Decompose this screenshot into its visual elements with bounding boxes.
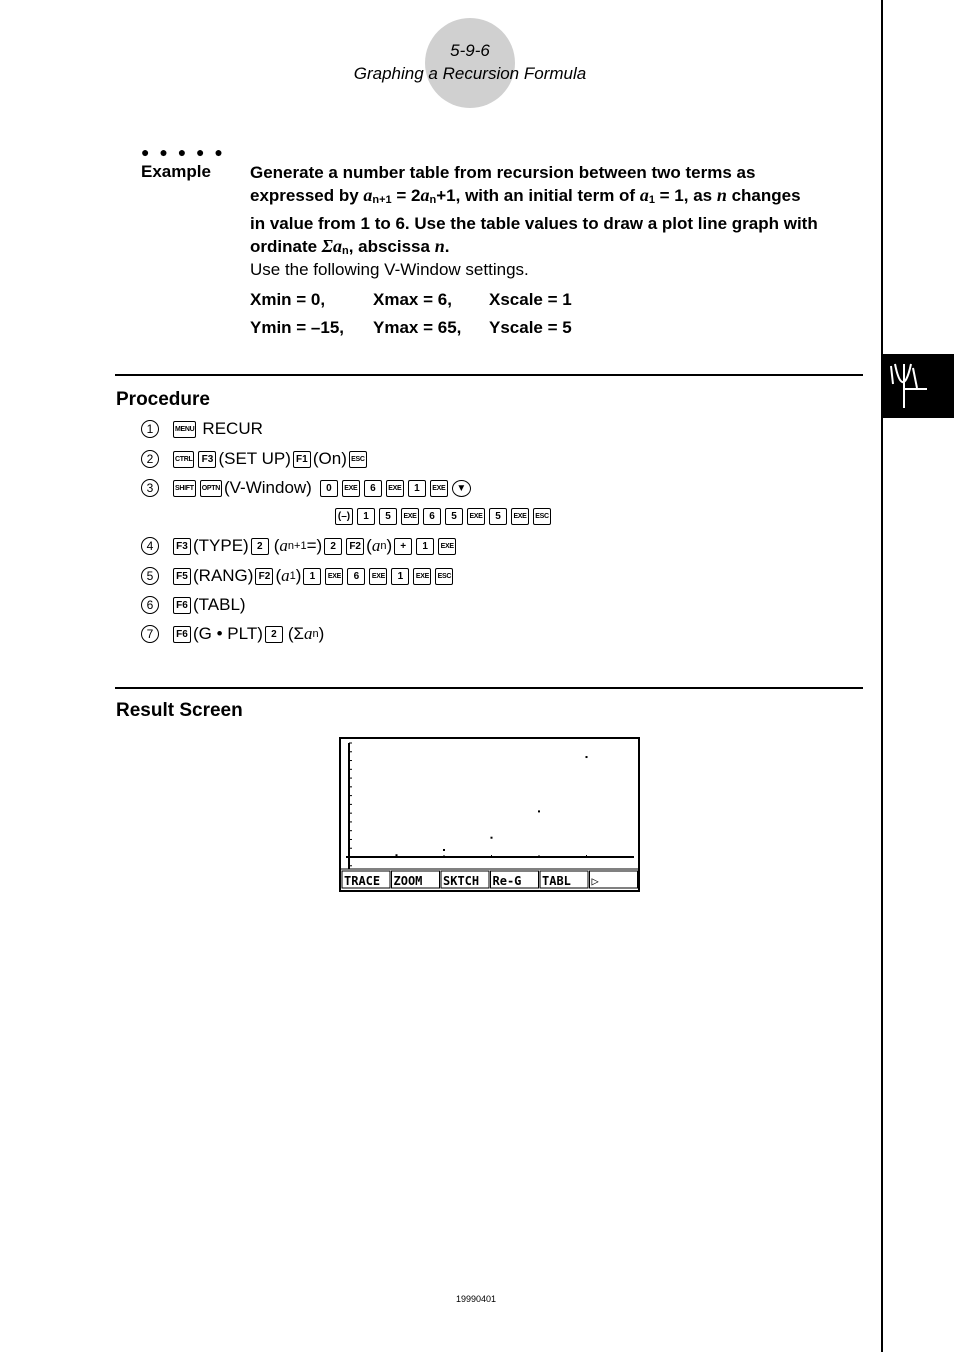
example-line-2 — [250, 184, 862, 212]
subscript: n — [380, 540, 387, 552]
text: changes — [726, 186, 801, 205]
exe-key: EXE — [438, 538, 456, 555]
text: = 1, as — [654, 186, 717, 205]
subscript: n — [429, 194, 437, 206]
key-1: 1 — [303, 568, 321, 585]
negative-key: (–) — [335, 508, 353, 525]
exe-key: EXE — [413, 568, 431, 585]
key-5: 5 — [489, 508, 507, 525]
plot-graph — [341, 739, 638, 890]
f6-key: F6 — [173, 597, 191, 614]
exe-key: EXE — [511, 508, 529, 525]
key-6: 6 — [423, 508, 441, 525]
step-text: (V-Window) — [223, 478, 312, 497]
step-3-continued — [333, 508, 553, 525]
math-a: a — [371, 536, 381, 555]
menu-item-label: ZOOM — [393, 874, 423, 888]
key-5: 5 — [379, 508, 397, 525]
step-text: (RANG) — [193, 566, 254, 585]
step-text: (On) — [312, 449, 347, 468]
footer-code: 19990401 — [455, 1294, 497, 1304]
key-1: 1 — [357, 508, 375, 525]
shift-key: SHIFT — [173, 480, 196, 497]
step-text: =) — [306, 536, 323, 555]
step-number: 6 — [141, 596, 159, 614]
subscript: 1 — [648, 194, 655, 206]
result-title: Result Screen — [116, 700, 243, 721]
esc-key: ESC — [533, 508, 551, 525]
step-number: 2 — [141, 450, 159, 468]
step-2 — [141, 449, 369, 469]
subscript: n+1 — [372, 194, 392, 206]
text: = 2 — [391, 186, 421, 205]
step-text: (Σ — [287, 624, 305, 643]
key-1: 1 — [391, 568, 409, 585]
example-text — [250, 161, 862, 263]
graph-chapter-icon — [883, 354, 954, 418]
example-marker: ● ● ● ● ● — [141, 144, 226, 160]
step-text: ( — [366, 536, 372, 555]
text: . — [444, 237, 450, 256]
step-5 — [141, 566, 455, 586]
page-edge-rule — [881, 0, 883, 1352]
exe-key: EXE — [325, 568, 343, 585]
step-number: 7 — [141, 625, 159, 643]
ymax: Ymax = 65, — [373, 318, 462, 337]
key-1: 1 — [416, 538, 434, 555]
step-number: 5 — [141, 567, 159, 585]
xmin: Xmin = 0, — [250, 290, 326, 309]
text: ordinate — [250, 237, 322, 256]
math-a: a — [281, 566, 290, 585]
key-6: 6 — [347, 568, 365, 585]
math-n: n — [434, 236, 445, 256]
menu-key: MENU — [173, 421, 196, 438]
data-point — [586, 756, 588, 758]
text: , abscissa — [348, 237, 435, 256]
data-point — [491, 837, 493, 839]
f2-key: F2 — [255, 568, 273, 585]
step-number: 3 — [141, 479, 159, 497]
data-point — [396, 854, 398, 856]
math-a: a — [639, 185, 649, 205]
example-line-4 — [250, 235, 862, 263]
subscript: n — [341, 245, 349, 257]
subscript: n — [312, 628, 319, 640]
f3-key: F3 — [198, 451, 216, 468]
step-text: (SET UP) — [218, 449, 291, 468]
step-1 — [141, 419, 263, 439]
step-text: ) — [295, 566, 302, 585]
data-point — [538, 810, 540, 812]
vwindow-intro: Use the following V-Window settings. — [250, 260, 529, 279]
exe-key: EXE — [369, 568, 387, 585]
procedure-title: Procedure — [116, 389, 210, 410]
chapter-tab — [883, 354, 954, 418]
data-point — [443, 849, 445, 851]
xscale: Xscale = 1 — [489, 290, 572, 309]
optn-key: OPTN — [200, 480, 222, 497]
step-7 — [141, 624, 324, 644]
step-text: (G • PLT) — [193, 624, 263, 643]
header-badge — [425, 18, 515, 108]
ctrl-key: CTRL — [173, 451, 194, 468]
math-a: a — [304, 624, 313, 643]
calculator-screen — [339, 737, 640, 892]
xmax: Xmax = 6, — [373, 290, 452, 309]
exe-key: EXE — [342, 480, 360, 497]
example-line-1: Generate a number table from recursion between two terms as — [250, 163, 756, 182]
esc-key: ESC — [349, 451, 367, 468]
math-a: a — [420, 185, 430, 205]
step-3 — [141, 478, 473, 498]
math-sum-a: Σa — [321, 236, 342, 256]
step-6 — [141, 595, 246, 615]
page-title: Graphing a Recursion Formula — [353, 64, 587, 83]
key-2: 2 — [251, 538, 269, 555]
step-number: 4 — [141, 537, 159, 555]
step-text: ( — [273, 536, 280, 555]
page-number: 5-9-6 — [450, 41, 490, 60]
subscript: 1 — [289, 570, 296, 582]
key-2: 2 — [324, 538, 342, 555]
exe-key: EXE — [386, 480, 404, 497]
f6-key: F6 — [173, 626, 191, 643]
menu-item-label: SKTCH — [443, 874, 480, 888]
f3-key: F3 — [173, 538, 191, 555]
divider — [115, 374, 863, 376]
example-line-3: in value from 1 to 6. Use the table values to draw a plot line graph with — [250, 214, 818, 233]
step-text: ( — [275, 566, 282, 585]
key-2: 2 — [265, 626, 283, 643]
step-text: (TABL) — [193, 595, 246, 614]
key-6: 6 — [364, 480, 382, 497]
exe-key: EXE — [467, 508, 485, 525]
example-label: Example — [141, 162, 211, 181]
divider — [115, 687, 863, 689]
step-text: RECUR — [202, 419, 263, 438]
key-0: 0 — [320, 480, 338, 497]
down-arrow-key: ▼ — [452, 480, 471, 497]
step-number: 1 — [141, 420, 159, 438]
menu-item-label: TRACE — [344, 874, 381, 888]
step-text: (TYPE) — [193, 536, 249, 555]
f2-key: F2 — [346, 538, 364, 555]
subscript: n+1 — [287, 540, 307, 552]
plus-key: + — [394, 538, 412, 555]
f5-key: F5 — [173, 568, 191, 585]
math-a: a — [279, 536, 288, 555]
exe-key: EXE — [430, 480, 448, 497]
step-4 — [141, 536, 458, 556]
yscale: Yscale = 5 — [489, 318, 572, 337]
ymin: Ymin = –15, — [250, 318, 345, 337]
step-text: ) — [386, 536, 393, 555]
key-1: 1 — [408, 480, 426, 497]
esc-key: ESC — [435, 568, 453, 585]
text: +1, with an initial term of — [436, 186, 640, 205]
menu-item-label: TABL — [542, 874, 571, 888]
math-a: a — [363, 185, 373, 205]
math-n: n — [716, 185, 727, 205]
text: expressed by — [250, 186, 364, 205]
f1-key: F1 — [293, 451, 311, 468]
menu-item-label: Re-G — [492, 874, 522, 888]
step-text: ) — [318, 624, 325, 643]
key-5: 5 — [445, 508, 463, 525]
menu-item-label: ▷ — [591, 874, 599, 888]
exe-key: EXE — [401, 508, 419, 525]
